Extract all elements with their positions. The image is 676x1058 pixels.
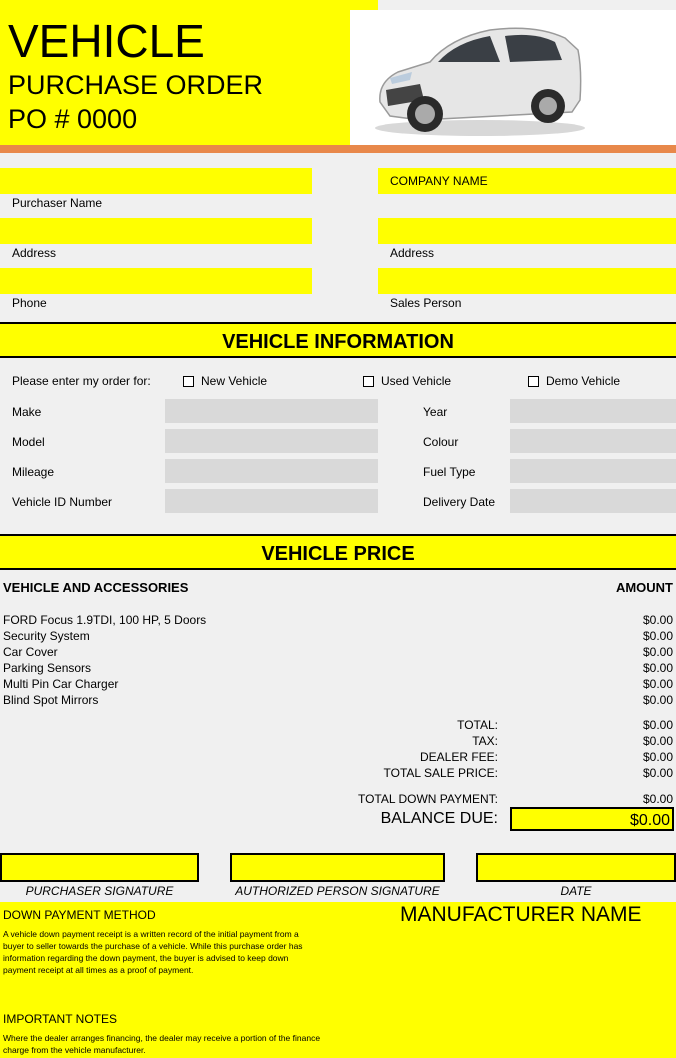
company-name-field[interactable]: COMPANY NAME [378, 168, 676, 194]
date-label: DATE [560, 884, 592, 898]
line-item-amount: $0.00 [642, 661, 673, 675]
important-notes-text-line: charge from the vehicle manufacturer. [3, 1045, 146, 1055]
line-item-name: Multi Pin Car Charger [3, 677, 119, 691]
new-vehicle-checkbox[interactable] [183, 376, 194, 387]
purchaser-name-field[interactable] [0, 168, 312, 194]
down-payment-label: TOTAL DOWN PAYMENT: [357, 792, 498, 806]
line-item-name: FORD Focus 1.9TDI, 100 HP, 5 Doors [3, 613, 207, 627]
purchaser-signature-field[interactable] [0, 853, 199, 882]
down-payment-amount: $0.00 [642, 792, 673, 806]
total-label: TOTAL: [457, 718, 498, 732]
line-item-amount: $0.00 [642, 613, 673, 627]
delivery-date-field[interactable] [510, 489, 676, 513]
items-column-header: VEHICLE AND ACCESSORIES [3, 580, 189, 595]
sales-person-label: Sales Person [390, 296, 462, 310]
purchaser-address-field[interactable] [0, 218, 312, 244]
date-field[interactable] [476, 853, 676, 882]
line-item-name: Blind Spot Mirrors [3, 693, 99, 707]
sales-person-field[interactable] [378, 268, 676, 294]
purchaser-phone-label: Phone [12, 296, 47, 310]
line-item-name: Security System [3, 629, 90, 643]
vehicle-id-field[interactable] [165, 489, 378, 513]
demo-vehicle-checkbox[interactable] [528, 376, 539, 387]
purchaser-address-label: Address [12, 246, 57, 260]
demo-vehicle-label: Demo Vehicle [546, 374, 621, 388]
manufacturer-name: MANUFACTURER NAME [400, 903, 642, 926]
authorized-signature-field[interactable] [230, 853, 445, 882]
line-item-amount: $0.00 [642, 645, 673, 659]
purchaser-signature-label: PURCHASER SIGNATURE [25, 884, 174, 898]
important-notes-text [3, 1032, 320, 1056]
header-accent [350, 0, 378, 10]
important-notes-text-line: Where the dealer arranges financing, the dealer may receive a portion of the finance [3, 1033, 321, 1043]
model-field[interactable] [165, 429, 378, 453]
total-sale-price-label: TOTAL SALE PRICE: [383, 766, 498, 780]
line-item-amount: $0.00 [642, 677, 673, 691]
car-image [350, 10, 676, 145]
tax-amount: $0.00 [642, 734, 673, 748]
total-sale-price-amount: $0.00 [642, 766, 673, 780]
dealer-fee-label: DEALER FEE: [419, 750, 498, 764]
model-label: Model [12, 435, 45, 449]
page-title: VEHICLE [8, 15, 205, 67]
vehicle-image-panel [350, 10, 676, 145]
delivery-date-label: Delivery Date [423, 495, 496, 509]
order-prompt: Please enter my order for: [12, 374, 151, 388]
fuel-type-field[interactable] [510, 459, 676, 483]
balance-due-label: BALANCE DUE: [380, 810, 498, 827]
used-vehicle-checkbox[interactable] [363, 376, 374, 387]
down-payment-text-line: information regarding the down payment, the buyer is advised to keep down [3, 953, 289, 963]
company-address-label: Address [390, 246, 435, 260]
amount-column-header: AMOUNT [615, 580, 673, 595]
tax-label: TAX: [472, 734, 498, 748]
company-address-field[interactable] [378, 218, 676, 244]
vehicle-price-heading: VEHICLE PRICE [0, 534, 676, 570]
total-amount: $0.00 [642, 718, 673, 732]
line-item-name: Car Cover [3, 645, 58, 659]
balance-due-amount: $0.00 [510, 807, 674, 831]
colour-field[interactable] [510, 429, 676, 453]
vehicle-id-label: Vehicle ID Number [12, 495, 113, 509]
new-vehicle-label: New Vehicle [201, 374, 268, 388]
mileage-field[interactable] [165, 459, 378, 483]
purchaser-name-label: Purchaser Name [12, 196, 103, 210]
make-label: Make [12, 405, 42, 419]
colour-label: Colour [423, 435, 459, 449]
line-item-amount: $0.00 [642, 629, 673, 643]
year-label: Year [423, 405, 448, 419]
line-item-amount: $0.00 [642, 693, 673, 707]
down-payment-text-line: payment receipt at all times as a proof of payment. [3, 965, 194, 975]
down-payment-text-line: A vehicle down payment receipt is a written record of the initial payment from a [3, 929, 299, 939]
dealer-fee-amount: $0.00 [642, 750, 673, 764]
mileage-label: Mileage [12, 465, 55, 479]
down-payment-text [3, 928, 303, 976]
authorized-signature-label: AUTHORIZED PERSON SIGNATURE [235, 884, 440, 898]
important-notes-heading: IMPORTANT NOTES [3, 1012, 118, 1026]
used-vehicle-label: Used Vehicle [381, 374, 452, 388]
fuel-type-label: Fuel Type [423, 465, 476, 479]
down-payment-text-line: buyer to seller towards the purchase of a vehicle. While this purchase order has [3, 941, 303, 951]
po-number: PO # 0000 [8, 104, 138, 134]
header-stripe [0, 145, 676, 153]
purchaser-phone-field[interactable] [0, 268, 312, 294]
page-subtitle: PURCHASE ORDER [8, 70, 264, 100]
line-item-name: Parking Sensors [3, 661, 92, 675]
year-field[interactable] [510, 399, 676, 423]
down-payment-method-heading: DOWN PAYMENT METHOD [3, 908, 156, 922]
vehicle-information-heading: VEHICLE INFORMATION [0, 322, 676, 358]
make-field[interactable] [165, 399, 378, 423]
